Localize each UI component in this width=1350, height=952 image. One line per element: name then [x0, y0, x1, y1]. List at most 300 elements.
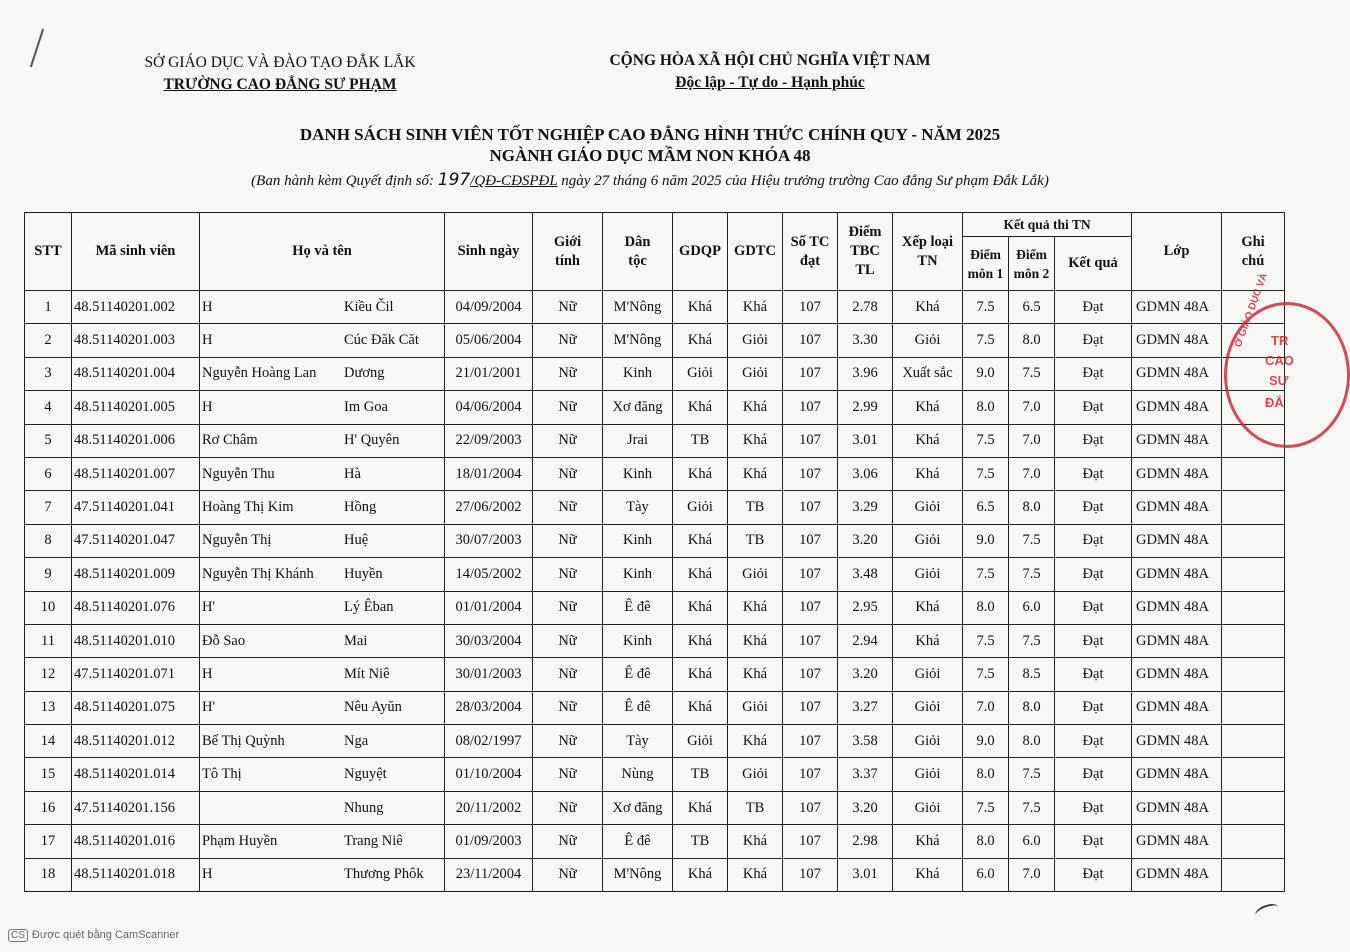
table-row [25, 491, 1285, 524]
first-name: H' Quyên [344, 432, 400, 449]
title-line-1: DANH SÁCH SINH VIÊN TỐT NGHIỆP CAO ĐẲNG HÌNH THỨC CHÍNH QUY - NĂM 2025 [299, 125, 1001, 144]
cell-result: Đạt [1055, 791, 1132, 824]
last-name: H [202, 665, 213, 682]
cell-credits: 107 [783, 758, 838, 791]
cell-gdqp: TB [673, 825, 728, 858]
cell-gdqp: Giỏi [673, 725, 728, 758]
cell-score-2: 7.0 [1009, 858, 1055, 891]
last-name: H' [202, 699, 216, 716]
cell-result: Đạt [1055, 591, 1132, 624]
cell-gender: Nữ [533, 457, 603, 490]
cell-full-name [200, 291, 445, 324]
first-name: Kiều Čil [344, 298, 394, 315]
cell-stt: 2 [25, 324, 72, 357]
cell-credits: 107 [783, 825, 838, 858]
cell-score-2: 8.0 [1009, 691, 1055, 724]
cell-gender: Nữ [533, 791, 603, 824]
cell-gdqp: Khá [673, 457, 728, 490]
cell-full-name [200, 825, 445, 858]
cell-gpa: 3.58 [838, 725, 893, 758]
first-name: Nhung [344, 799, 384, 816]
first-name: Thương Phôk [344, 866, 424, 883]
table-row [25, 758, 1285, 791]
cell-gdtc: TB [728, 524, 783, 557]
cell-gpa: 3.96 [838, 357, 893, 390]
cell-full-name [200, 491, 445, 524]
cell-ethnicity: Kinh [603, 357, 673, 390]
cell-result: Đạt [1055, 491, 1132, 524]
cell-gdqp: TB [673, 424, 728, 457]
cell-class: GDMN 48A [1132, 391, 1222, 424]
camscanner-icon: CS [8, 929, 28, 942]
table-row [25, 691, 1285, 724]
cell-dob: 14/05/2002 [445, 558, 533, 591]
first-name: Lý Êban [344, 599, 394, 616]
cell-gpa: 2.95 [838, 591, 893, 624]
cell-rank: Khá [893, 825, 963, 858]
cell-class: GDMN 48A [1132, 591, 1222, 624]
cell-credits: 107 [783, 591, 838, 624]
cell-credits: 107 [783, 324, 838, 357]
col-student-id: Mã sinh viên [72, 213, 200, 291]
table-row [25, 624, 1285, 657]
cell-result: Đạt [1055, 858, 1132, 891]
cell-gdtc: Khá [728, 658, 783, 691]
table-body [25, 291, 1285, 892]
cell-ethnicity: Ê đê [603, 591, 673, 624]
cell-stt: 6 [25, 457, 72, 490]
cell-class: GDMN 48A [1132, 624, 1222, 657]
cell-score-2: 7.0 [1009, 391, 1055, 424]
cell-gdqp: Khá [673, 324, 728, 357]
cell-rank: Khá [893, 457, 963, 490]
cell-note [1222, 725, 1285, 758]
cell-student-id: 48.51140201.009 [72, 558, 200, 591]
cell-student-id: 48.51140201.010 [72, 624, 200, 657]
last-name: Nguyễn Hoàng Lan [202, 365, 317, 382]
cell-score-2: 6.5 [1009, 291, 1055, 324]
cell-dob: 01/09/2003 [445, 825, 533, 858]
pen-mark [30, 29, 44, 68]
last-name: H [202, 332, 213, 349]
cell-gdqp: Khá [673, 524, 728, 557]
first-name: Im Goa [344, 398, 388, 415]
cell-student-id: 48.51140201.007 [72, 457, 200, 490]
cell-dob: 04/06/2004 [445, 391, 533, 424]
cell-dob: 27/06/2002 [445, 491, 533, 524]
cell-gdtc: Khá [728, 457, 783, 490]
first-name: Dương [344, 365, 385, 382]
title-line-2: NGÀNH GIÁO DỤC MẦM NON KHÓA 48 [489, 146, 811, 165]
document-title [0, 124, 1300, 166]
cell-full-name [200, 658, 445, 691]
first-name: Huyền [344, 565, 383, 582]
cell-gpa: 3.48 [838, 558, 893, 591]
cell-score-2: 7.5 [1009, 791, 1055, 824]
cell-gpa: 3.06 [838, 457, 893, 490]
table-row [25, 558, 1285, 591]
cell-ethnicity: Ê đê [603, 825, 673, 858]
cell-rank: Khá [893, 624, 963, 657]
col-gdqp: GDQP [673, 213, 728, 291]
agency-header [120, 52, 440, 96]
cell-class: GDMN 48A [1132, 457, 1222, 490]
cell-ethnicity: Nùng [603, 758, 673, 791]
cell-rank: Khá [893, 424, 963, 457]
cell-credits: 107 [783, 457, 838, 490]
cell-stt: 15 [25, 758, 72, 791]
cell-gender: Nữ [533, 291, 603, 324]
cell-note [1222, 791, 1285, 824]
cell-gender: Nữ [533, 391, 603, 424]
cell-ethnicity: Ê đê [603, 691, 673, 724]
cell-credits: 107 [783, 624, 838, 657]
cell-class: GDMN 48A [1132, 858, 1222, 891]
table-row [25, 524, 1285, 557]
cell-gdtc: Giỏi [728, 691, 783, 724]
col-result: Kết quả [1055, 237, 1132, 291]
cell-full-name [200, 457, 445, 490]
cell-stt: 3 [25, 357, 72, 390]
cell-credits: 107 [783, 725, 838, 758]
cell-score-1: 6.0 [963, 858, 1009, 891]
cell-result: Đạt [1055, 725, 1132, 758]
last-name: Bế Thị Quỳnh [202, 732, 285, 749]
graduate-table [24, 212, 1285, 892]
cell-full-name [200, 725, 445, 758]
cell-rank: Giỏi [893, 558, 963, 591]
table-row [25, 591, 1285, 624]
cell-score-2: 6.0 [1009, 825, 1055, 858]
cell-gdtc: TB [728, 491, 783, 524]
cell-stt: 12 [25, 658, 72, 691]
cell-ethnicity: Tày [603, 491, 673, 524]
cell-ethnicity: M'Nông [603, 858, 673, 891]
cell-gpa: 3.20 [838, 658, 893, 691]
cell-gdqp: Khá [673, 791, 728, 824]
table-row [25, 658, 1285, 691]
cell-dob: 30/07/2003 [445, 524, 533, 557]
cell-stt: 4 [25, 391, 72, 424]
cell-stt: 11 [25, 624, 72, 657]
cell-rank: Giỏi [893, 524, 963, 557]
col-credits: Số TC đạt [783, 213, 838, 291]
cell-score-1: 6.5 [963, 491, 1009, 524]
cell-score-2: 8.0 [1009, 324, 1055, 357]
cell-gdtc: Khá [728, 858, 783, 891]
cell-dob: 08/02/1997 [445, 725, 533, 758]
cell-dob: 05/06/2004 [445, 324, 533, 357]
col-gpa: Điểm TBC TL [838, 213, 893, 291]
cell-gdtc: Giỏi [728, 324, 783, 357]
cell-score-1: 8.0 [963, 591, 1009, 624]
cell-score-1: 7.5 [963, 291, 1009, 324]
table-row [25, 291, 1285, 324]
cell-class: GDMN 48A [1132, 324, 1222, 357]
cell-class: GDMN 48A [1132, 491, 1222, 524]
cell-score-1: 8.0 [963, 825, 1009, 858]
last-name: Phạm Huyền [202, 832, 278, 849]
cell-result: Đạt [1055, 691, 1132, 724]
ministry-name: SỞ GIÁO DỤC VÀ ĐÀO TẠO ĐẮK LẮK [144, 54, 416, 71]
cell-score-2: 7.5 [1009, 758, 1055, 791]
country-name: CỘNG HÒA XÃ HỘI CHỦ NGHĨA VIỆT NAM [609, 52, 931, 69]
first-name: Nga [344, 732, 369, 749]
cell-student-id: 48.51140201.076 [72, 591, 200, 624]
table-row [25, 457, 1285, 490]
national-motto: Độc lập - Tự do - Hạnh phúc [675, 74, 865, 91]
first-name: Nguyệt [344, 766, 387, 783]
cell-score-2: 7.0 [1009, 457, 1055, 490]
cell-gender: Nữ [533, 825, 603, 858]
cell-score-1: 8.0 [963, 391, 1009, 424]
cell-gdtc: Giỏi [728, 558, 783, 591]
cell-dob: 04/09/2004 [445, 291, 533, 324]
subtitle-prefix: (Ban hành kèm Quyết định số: [251, 173, 438, 189]
first-name: Trang Niê [344, 832, 403, 849]
cell-score-2: 6.0 [1009, 591, 1055, 624]
cell-gdtc: Giỏi [728, 758, 783, 791]
cell-class: GDMN 48A [1132, 357, 1222, 390]
cell-student-id: 48.51140201.014 [72, 758, 200, 791]
cell-rank: Xuất sắc [893, 357, 963, 390]
cell-score-2: 7.5 [1009, 624, 1055, 657]
cell-gender: Nữ [533, 725, 603, 758]
cell-gender: Nữ [533, 424, 603, 457]
cell-gdqp: Khá [673, 658, 728, 691]
cell-stt: 13 [25, 691, 72, 724]
cell-credits: 107 [783, 357, 838, 390]
cell-student-id: 47.51140201.071 [72, 658, 200, 691]
cell-full-name [200, 624, 445, 657]
cell-score-2: 7.5 [1009, 357, 1055, 390]
cell-credits: 107 [783, 424, 838, 457]
cell-credits: 107 [783, 524, 838, 557]
col-full-name: Họ và tên [200, 213, 445, 291]
cell-ethnicity: Kinh [603, 558, 673, 591]
cell-full-name [200, 424, 445, 457]
cell-gpa: 3.27 [838, 691, 893, 724]
cell-note [1222, 658, 1285, 691]
table-row [25, 791, 1285, 824]
cell-ethnicity: Kinh [603, 624, 673, 657]
cell-gender: Nữ [533, 858, 603, 891]
cell-gpa: 3.37 [838, 758, 893, 791]
first-name: Hồng [344, 499, 377, 516]
last-name: Nguyễn Thu [202, 465, 275, 482]
cell-gpa: 2.98 [838, 825, 893, 858]
cell-class: GDMN 48A [1132, 424, 1222, 457]
subtitle-suffix: ngày 27 tháng 6 năm 2025 của Hiệu trưởng trường Cao đẳng Sư phạm Đắk Lắk) [557, 173, 1049, 189]
watermark-text: Được quét bằng CamScanner [31, 929, 180, 941]
cell-stt: 9 [25, 558, 72, 591]
cell-gpa: 3.30 [838, 324, 893, 357]
cell-student-id: 47.51140201.047 [72, 524, 200, 557]
cell-gdqp: Giỏi [673, 357, 728, 390]
cell-gdqp: Khá [673, 858, 728, 891]
cell-stt: 5 [25, 424, 72, 457]
cell-gdtc: Khá [728, 424, 783, 457]
cell-rank: Giỏi [893, 324, 963, 357]
cell-ethnicity: M'Nông [603, 291, 673, 324]
cell-student-id: 48.51140201.002 [72, 291, 200, 324]
cell-result: Đạt [1055, 624, 1132, 657]
cell-rank: Giỏi [893, 658, 963, 691]
cell-score-1: 7.5 [963, 791, 1009, 824]
last-name: Đỗ Sao [202, 632, 246, 649]
cell-score-2: 8.5 [1009, 658, 1055, 691]
cell-note [1222, 825, 1285, 858]
cell-result: Đạt [1055, 424, 1132, 457]
cell-note [1222, 491, 1285, 524]
national-header [560, 50, 980, 94]
cell-dob: 28/03/2004 [445, 691, 533, 724]
cell-class: GDMN 48A [1132, 658, 1222, 691]
cell-class: GDMN 48A [1132, 524, 1222, 557]
cell-score-1: 7.5 [963, 558, 1009, 591]
cell-dob: 21/01/2001 [445, 357, 533, 390]
table-row [25, 391, 1285, 424]
cell-gender: Nữ [533, 558, 603, 591]
table-row [25, 725, 1285, 758]
cell-gdqp: Khá [673, 558, 728, 591]
cell-credits: 107 [783, 791, 838, 824]
cell-gdtc: TB [728, 791, 783, 824]
cell-result: Đạt [1055, 658, 1132, 691]
cell-score-1: 7.5 [963, 658, 1009, 691]
cell-student-id: 48.51140201.012 [72, 725, 200, 758]
table-row [25, 858, 1285, 891]
cell-score-1: 9.0 [963, 357, 1009, 390]
cell-gdtc: Khá [728, 825, 783, 858]
cell-rank: Giỏi [893, 491, 963, 524]
cell-note [1222, 457, 1285, 490]
table-row [25, 324, 1285, 357]
cell-credits: 107 [783, 658, 838, 691]
cell-note [1222, 558, 1285, 591]
cell-class: GDMN 48A [1132, 825, 1222, 858]
cell-dob: 22/09/2003 [445, 424, 533, 457]
last-name: Rơ Châm [202, 432, 258, 449]
cell-stt: 16 [25, 791, 72, 824]
official-seal: TR CAO SƯ ĐẮ Ở GIÁO DỤC VÀ [1224, 302, 1350, 448]
cell-dob: 20/11/2002 [445, 791, 533, 824]
col-stt: STT [25, 213, 72, 291]
cell-note [1222, 858, 1285, 891]
last-name: H' [202, 599, 216, 616]
scan-watermark [8, 929, 179, 942]
cell-full-name [200, 324, 445, 357]
cell-score-2: 7.5 [1009, 558, 1055, 591]
cell-class: GDMN 48A [1132, 558, 1222, 591]
cell-note [1222, 758, 1285, 791]
pen-mark-corner [1254, 901, 1281, 920]
cell-rank: Khá [893, 291, 963, 324]
last-name: Nguyễn Thị Khánh [202, 565, 314, 582]
cell-result: Đạt [1055, 524, 1132, 557]
cell-student-id: 48.51140201.018 [72, 858, 200, 891]
col-gender: Giới tính [533, 213, 603, 291]
document-subtitle [0, 170, 1300, 190]
first-name: Nêu Ayŭn [344, 699, 402, 716]
last-name: Tô Thị [202, 766, 242, 783]
cell-credits: 107 [783, 858, 838, 891]
cell-stt: 10 [25, 591, 72, 624]
cell-rank: Giỏi [893, 691, 963, 724]
cell-result: Đạt [1055, 391, 1132, 424]
cell-full-name [200, 791, 445, 824]
school-name: TRƯỜNG CAO ĐẲNG SƯ PHẠM [163, 76, 397, 93]
cell-rank: Giỏi [893, 758, 963, 791]
cell-score-1: 7.5 [963, 324, 1009, 357]
cell-score-2: 7.0 [1009, 424, 1055, 457]
last-name: H [202, 398, 213, 415]
decision-code: /QĐ-CĐSPĐL [470, 173, 558, 189]
cell-class: GDMN 48A [1132, 725, 1222, 758]
table-row [25, 825, 1285, 858]
table-row [25, 424, 1285, 457]
first-name: Cúc Đăk Căt [344, 332, 419, 349]
col-dob: Sinh ngày [445, 213, 533, 291]
col-class: Lớp [1132, 213, 1222, 291]
cell-score-1: 7.5 [963, 424, 1009, 457]
table-row [25, 357, 1285, 390]
col-gdtc: GDTC [728, 213, 783, 291]
cell-ethnicity: Xơ đăng [603, 391, 673, 424]
cell-gdqp: Khá [673, 624, 728, 657]
first-name: Huệ [344, 532, 369, 549]
cell-full-name [200, 391, 445, 424]
cell-gdqp: Giỏi [673, 491, 728, 524]
cell-stt: 8 [25, 524, 72, 557]
cell-class: GDMN 48A [1132, 791, 1222, 824]
cell-rank: Giỏi [893, 725, 963, 758]
cell-rank: Khá [893, 591, 963, 624]
cell-gender: Nữ [533, 591, 603, 624]
cell-class: GDMN 48A [1132, 691, 1222, 724]
last-name: Hoàng Thị Kim [202, 499, 294, 516]
col-group-exam: Kết quả thi TN [963, 213, 1132, 237]
cell-class: GDMN 48A [1132, 291, 1222, 324]
cell-dob: 30/01/2003 [445, 658, 533, 691]
cell-gdtc: Giỏi [728, 357, 783, 390]
cell-gdtc: Khá [728, 624, 783, 657]
col-score-2: Điểm môn 2 [1009, 237, 1055, 291]
cell-note [1222, 691, 1285, 724]
cell-score-2: 7.5 [1009, 524, 1055, 557]
cell-student-id: 48.51140201.005 [72, 391, 200, 424]
cell-rank: Giỏi [893, 791, 963, 824]
cell-dob: 23/11/2004 [445, 858, 533, 891]
cell-result: Đạt [1055, 758, 1132, 791]
cell-full-name [200, 591, 445, 624]
cell-result: Đạt [1055, 457, 1132, 490]
col-rank: Xếp loại TN [893, 213, 963, 291]
cell-student-id: 48.51140201.016 [72, 825, 200, 858]
cell-ethnicity: Kinh [603, 524, 673, 557]
cell-stt: 17 [25, 825, 72, 858]
cell-score-1: 9.0 [963, 725, 1009, 758]
cell-full-name [200, 691, 445, 724]
cell-note [1222, 624, 1285, 657]
cell-class: GDMN 48A [1132, 758, 1222, 791]
last-name: Nguyễn Thị [202, 532, 272, 549]
cell-student-id: 48.51140201.004 [72, 357, 200, 390]
cell-credits: 107 [783, 491, 838, 524]
cell-dob: 01/10/2004 [445, 758, 533, 791]
cell-gdqp: Khá [673, 591, 728, 624]
cell-rank: Khá [893, 858, 963, 891]
